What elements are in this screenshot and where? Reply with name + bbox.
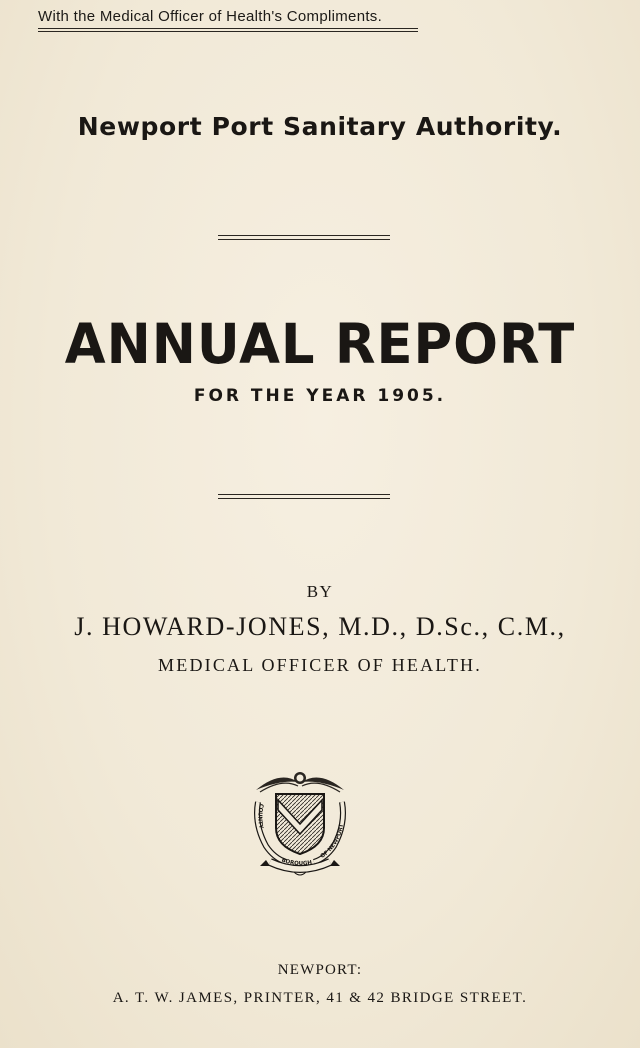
author-name: J. HOWARD-JONES, M.D., D.Sc., C.M., [74,612,566,641]
svg-text:BOROUGH: BOROUGH [280,857,313,868]
county-borough-crest-icon [240,762,360,880]
imprint-printer: A. T. W. JAMES, PRINTER, 41 & 42 BRIDGE STREET. [112,990,528,1006]
svg-text:COUNTY: COUNTY [256,803,265,830]
divider-top [218,235,390,240]
report-title: ANNUAL REPORT [64,312,576,376]
divider-bottom [218,494,390,499]
report-year: FOR THE YEAR 1905. [193,386,447,406]
compliments-underline [38,28,418,32]
imprint-place: NEWPORT: [277,962,363,978]
compliments-line: With the Medical Officer of Health's Compliments. [38,8,383,25]
svg-text:OF NEWPORT: OF NEWPORT [319,823,346,860]
author-position: MEDICAL OFFICER OF HEALTH. [158,655,482,675]
by-line: BY [306,582,334,601]
authority-title: Newport Port Sanitary Authority. [77,112,563,141]
